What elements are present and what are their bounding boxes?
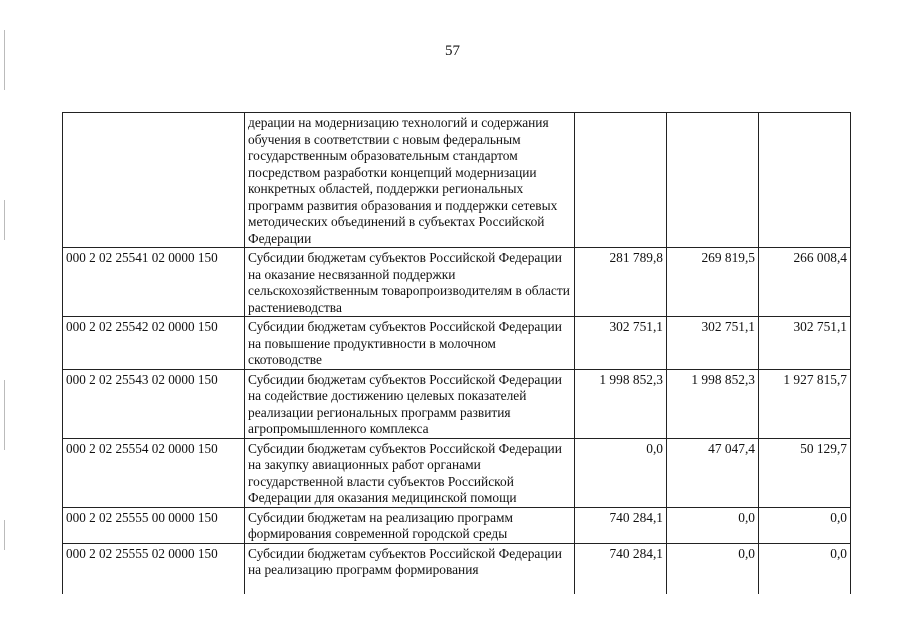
- page-number: 57: [445, 43, 460, 59]
- amount-year2-cell: 269 819,5: [667, 248, 759, 317]
- amount-year2-cell: 0,0: [667, 507, 759, 543]
- budget-code-cell: 000 2 02 25555 00 0000 150: [63, 507, 245, 543]
- item-description-cell: Субсидии бюджетам субъектов Российской Федерации на реализацию программ формирования: [245, 543, 575, 594]
- budget-code-cell: 000 2 02 25555 02 0000 150: [63, 543, 245, 594]
- amount-year3-cell: 1 927 815,7: [759, 369, 851, 438]
- amount-year1-cell: 740 284,1: [575, 543, 667, 594]
- amount-year2-cell: 0,0: [667, 543, 759, 594]
- table-row: [63, 543, 851, 594]
- scan-edge-marks: [4, 0, 6, 640]
- amount-year3-cell: 0,0: [759, 507, 851, 543]
- amount-year3-cell: [759, 113, 851, 248]
- amount-year2-cell: 302 751,1: [667, 317, 759, 370]
- amount-year1-cell: 302 751,1: [575, 317, 667, 370]
- item-description-cell: Субсидии бюджетам субъектов Российской Федерации на содействие достижению целевых показателей реализации региональных программ развития агропромышленного комплекса: [245, 369, 575, 438]
- amount-year2-cell: 47 047,4: [667, 438, 759, 507]
- amount-year3-cell: 302 751,1: [759, 317, 851, 370]
- amount-year2-cell: [667, 113, 759, 248]
- item-description-cell: Субсидии бюджетам субъектов Российской Федерации на повышение продуктивности в молочном скотоводстве: [245, 317, 575, 370]
- amount-year3-cell: 50 129,7: [759, 438, 851, 507]
- table-row-continuation: [63, 113, 851, 248]
- table-row: [63, 248, 851, 317]
- amount-year1-cell: [575, 113, 667, 248]
- budget-code-cell: 000 2 02 25554 02 0000 150: [63, 438, 245, 507]
- budget-code-cell: 000 2 02 25543 02 0000 150: [63, 369, 245, 438]
- table-row: [63, 438, 851, 507]
- budget-code-cell: 000 2 02 25542 02 0000 150: [63, 317, 245, 370]
- table-row: [63, 507, 851, 543]
- budget-code-cell: [63, 113, 245, 248]
- item-description-cell: Субсидии бюджетам на реализацию программ формирования современной городской среды: [245, 507, 575, 543]
- item-description-cell: дерации на модернизацию технологий и содержания обучения в соответствии с новым федеральным государственным образовательным стандартом посредством разработки концепций модернизации конкретных областей, поддержки региональных программ развития образования и поддержки сетевых методических объединений в субъектах Российской Федерации: [245, 113, 575, 248]
- item-description-cell: Субсидии бюджетам субъектов Российской Федерации на оказание несвязанной поддержки сельскохозяйственным товаропроизводителям в области растениеводства: [245, 248, 575, 317]
- amount-year1-cell: 281 789,8: [575, 248, 667, 317]
- amount-year2-cell: 1 998 852,3: [667, 369, 759, 438]
- amount-year3-cell: 266 008,4: [759, 248, 851, 317]
- amount-year1-cell: 0,0: [575, 438, 667, 507]
- budget-code-cell: 000 2 02 25541 02 0000 150: [63, 248, 245, 317]
- item-description-cell: Субсидии бюджетам субъектов Российской Федерации на закупку авиационных работ органами государственной власти субъектов Российской Федерации для оказания медицинской помощи: [245, 438, 575, 507]
- table-row: [63, 369, 851, 438]
- amount-year1-cell: 1 998 852,3: [575, 369, 667, 438]
- budget-revenue-table: [62, 112, 851, 594]
- amount-year3-cell: 0,0: [759, 543, 851, 594]
- table-row: [63, 317, 851, 370]
- amount-year1-cell: 740 284,1: [575, 507, 667, 543]
